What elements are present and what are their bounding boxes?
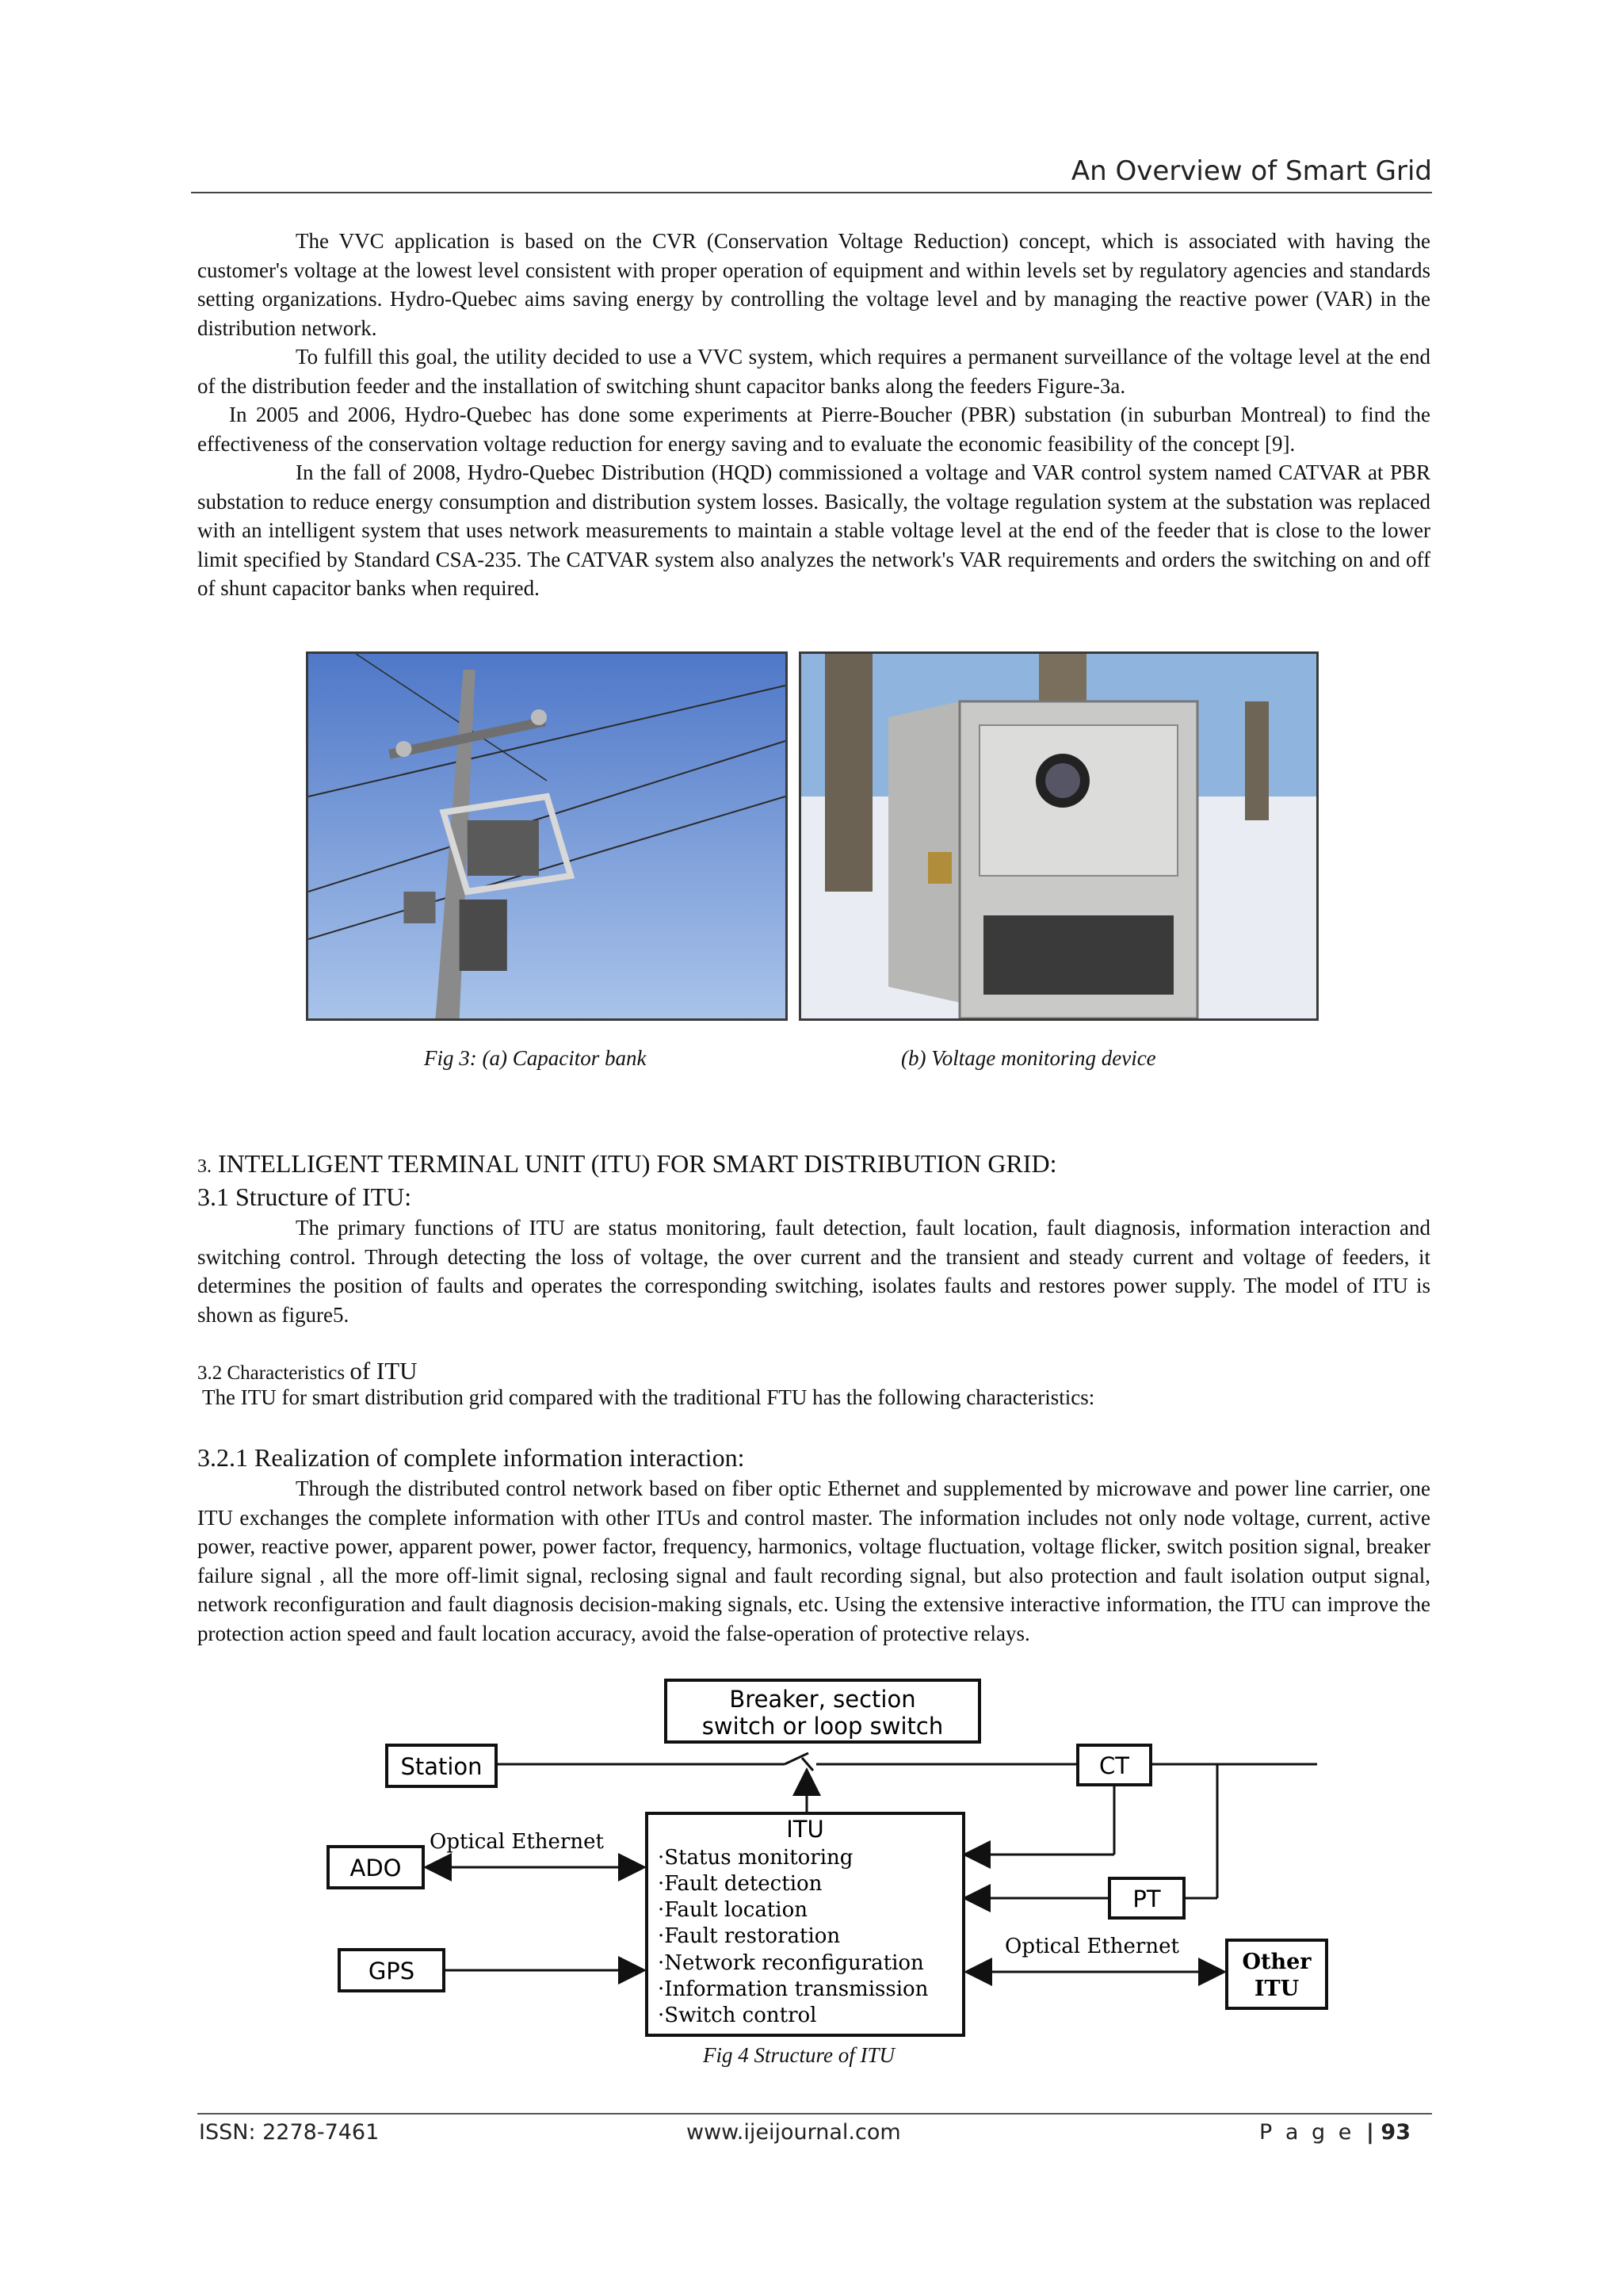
gps-label: GPS xyxy=(368,1958,415,1985)
footer-page-label: P a g e xyxy=(1259,2120,1355,2145)
paragraph-information-interaction: Through the distributed control network based on fiber optic Ethernet and supplemented by microwave and power line carrier, one ITU exchanges the complete information with other ITUs and control master. The information includes not only node voltage, current, active power, reactive power, apparent power, power factor, frequency, harmonics, voltage fluctuation, voltage flicker, switch position signal, breaker failure signal , all the more off-limit signal, reclosing signal and fault recording signal, but also protection and fault isolation output signal, network reconfiguration and fault diagnosis decision-making signals, etc. Using the extensive interactive information, the ITU can improve the protection action speed and fault location accuracy, avoid the false-operation of protective relays. xyxy=(197,1477,1430,1645)
other-itu-label-line1: Other xyxy=(1242,1950,1312,1974)
footer-page xyxy=(1259,2120,1411,2145)
breaker-label-line1: Breaker, section xyxy=(729,1686,916,1713)
footer-issn: ISSN: 2278-7461 xyxy=(199,2120,380,2145)
footer-rule xyxy=(197,2113,1432,2115)
section3-heading xyxy=(197,1149,1056,1179)
subsection-32-text xyxy=(197,1383,1430,1412)
paragraph-goal: To fulfill this goal, the utility decided to use a VVC system, which requires a permanent surveillance of the voltage level at the end of the distribution feeder and the installation of switching shunt capacitor banks along the feeders Figure-3a. xyxy=(197,345,1430,398)
footer-website: www.ijeijournal.com xyxy=(686,2120,901,2145)
subsection-31-text xyxy=(197,1213,1430,1329)
section3-title: INTELLIGENT TERMINAL UNIT (ITU) FOR SMART DISTRIBUTION GRID: xyxy=(218,1149,1057,1178)
other-itu-label-line2: ITU xyxy=(1254,1977,1300,2001)
itu-item-information-transmission: ·Information transmission xyxy=(658,1977,929,2001)
footer-page-separator: | xyxy=(1365,2120,1374,2145)
itu-item-network-reconfiguration: ·Network reconfiguration xyxy=(658,1951,924,1975)
subsection-32-suffix: of ITU xyxy=(349,1357,418,1385)
subsection-32-heading xyxy=(197,1357,418,1385)
itu-item-fault-restoration: ·Fault restoration xyxy=(658,1924,841,1948)
itu-title: ITU xyxy=(786,1816,824,1843)
itu-item-switch-control: ·Switch control xyxy=(658,2004,817,2027)
paragraph-itu-functions: The primary functions of ITU are status monitoring, fault detection, fault location, fault diagnosis, information interaction and switching control. Through detecting the loss of voltage, the over current and the transient and steady current and voltage of feeders, it determines the position of faults and operates the corresponding switching, isolates faults and restores power supply. The model of ITU is shown as figure5. xyxy=(197,1216,1430,1327)
itu-structure-diagram xyxy=(317,1674,1331,2046)
paragraph-vvc: The VVC application is based on the CVR (Conservation Voltage Reduction) concept, which is associated with having the customer's voltage at the lowest level consistent with proper operation of equipment and within levels set by regulatory agencies and standards setting organizations. Hydro-Quebec aims saving energy by controlling the voltage level and by managing the reactive power (VAR) in the distribution network. xyxy=(197,229,1430,340)
subsection-321-heading: 3.2.1 Realization of complete information interaction: xyxy=(197,1443,745,1472)
optical-ethernet-left-label: Optical Ethernet xyxy=(430,1830,604,1854)
breaker-label-line2: switch or loop switch xyxy=(701,1713,944,1740)
switch-mark xyxy=(802,1758,813,1771)
subsection-32-prefix: 3.2 Characteristics xyxy=(197,1362,346,1384)
header-rule xyxy=(191,192,1432,193)
subsection-31-heading: 3.1 Structure of ITU: xyxy=(197,1182,412,1211)
subsection-321-text xyxy=(197,1474,1430,1648)
intro-text-block xyxy=(197,227,1430,603)
voltage-monitoring-device-photo xyxy=(799,651,1319,1021)
itu-item-status-monitoring: ·Status monitoring xyxy=(658,1846,854,1870)
figure4-caption: Fig 4 Structure of ITU xyxy=(703,2043,895,2067)
optical-ethernet-right-label: Optical Ethernet xyxy=(1005,1935,1179,1958)
paragraph-catvar: In the fall of 2008, Hydro-Quebec Distribution (HQD) commissioned a voltage and VAR control system named CATVAR at PBR substation to reduce energy consumption and distribution system losses. Basically, the voltage regulation system at the substation was replaced with an intelligent system that uses network measurements to maintain a stable voltage level at the end of the feeder that is close to the lower limit specified by Standard CSA-235. The CATVAR system also analyzes the network's VAR requirements and orders the switching on and off of shunt capacitor banks when required. xyxy=(197,460,1430,600)
itu-item-fault-detection: ·Fault detection xyxy=(658,1872,823,1896)
figure3-caption-b: (b) Voltage monitoring device xyxy=(901,1046,1156,1070)
capacitor-bank-photo xyxy=(306,651,788,1021)
paragraph-experiments: In 2005 and 2006, Hydro-Quebec has done some experiments at Pierre-Boucher (PBR) substation (in suburban Montreal) to find the effectiveness of the conservation voltage reduction for energy saving and to evaluate the economic feasibility of the concept [9]. xyxy=(197,403,1430,456)
paragraph-itu-characteristics: The ITU for smart distribution grid compared with the traditional FTU has the following characteristics: xyxy=(202,1385,1095,1409)
section3-number: 3. xyxy=(197,1156,212,1177)
station-label: Station xyxy=(400,1753,483,1780)
footer-page-number: 93 xyxy=(1381,2120,1411,2145)
running-header-title: An Overview of Smart Grid xyxy=(1071,155,1432,187)
figure3-caption-a: Fig 3: (a) Capacitor bank xyxy=(424,1046,647,1070)
ct-label: CT xyxy=(1099,1752,1129,1779)
ado-label: ADO xyxy=(349,1855,402,1881)
pt-label: PT xyxy=(1132,1885,1161,1912)
itu-item-fault-location: ·Fault location xyxy=(658,1898,808,1922)
